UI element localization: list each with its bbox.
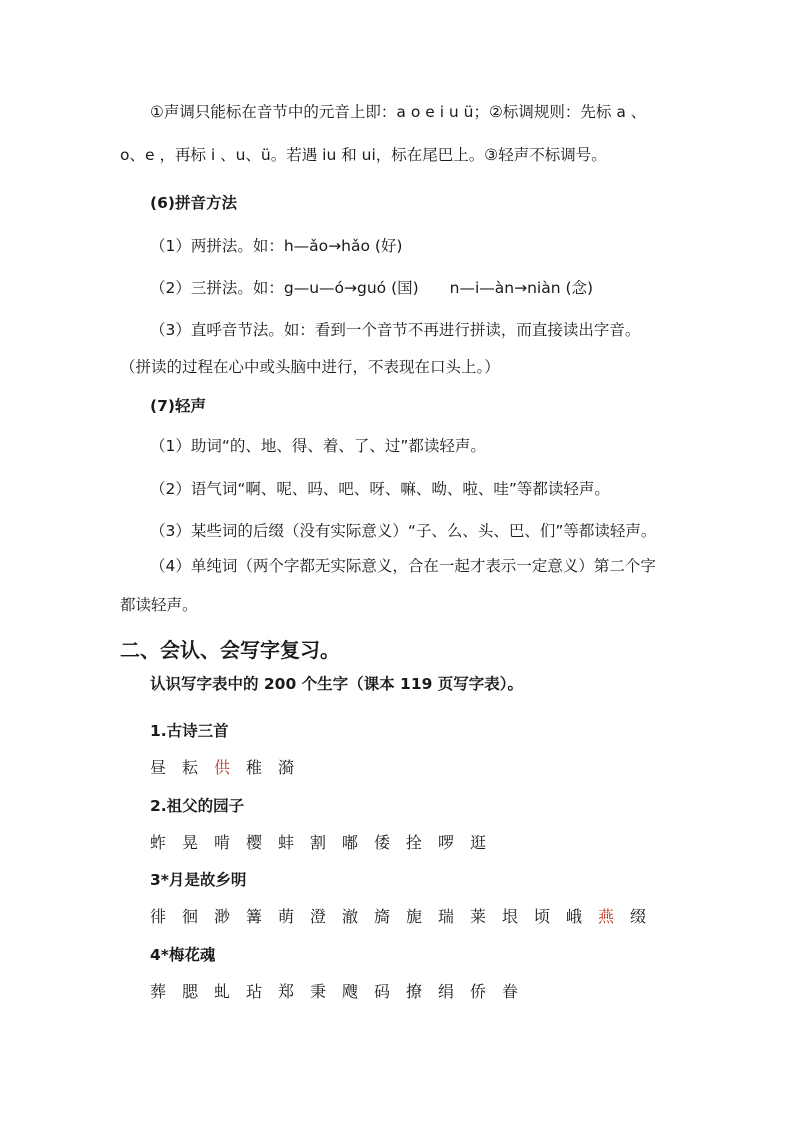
char-item: 啃 bbox=[214, 833, 231, 852]
char-item: 撩 bbox=[406, 982, 423, 1001]
char-item: 眷 bbox=[502, 982, 519, 1001]
char-item: 渺 bbox=[214, 907, 231, 926]
char-item: 玷 bbox=[246, 982, 263, 1001]
char-item: 漪 bbox=[278, 758, 295, 777]
section-heading-pinyin-method: (6)拼音方法 bbox=[150, 194, 237, 212]
item-two-part: （1）两拼法。如：h—ǎo→hǎo (好) bbox=[150, 237, 403, 255]
item-modal: （2）语气词“啊、呢、吗、吧、呀、嘛、呦、啦、哇”等都读轻声。 bbox=[150, 480, 610, 498]
char-item: 逛 bbox=[470, 833, 487, 852]
char-item: 峨 bbox=[566, 907, 583, 926]
char-item: 顷 bbox=[534, 907, 551, 926]
item-direct: （3）直呼音节法。如：看到一个音节不再进行拼读，而直接读出字音。 bbox=[150, 321, 641, 339]
char-item: 嘟 bbox=[342, 833, 359, 852]
item-three-part: （2）三拼法。如：g—u—ó→guó (国) n—i—àn→niàn (念) bbox=[150, 279, 594, 297]
char-item: 蚱 bbox=[150, 833, 167, 852]
lesson-title-1: 1.古诗三首 bbox=[150, 722, 229, 740]
char-item: 拴 bbox=[406, 833, 423, 852]
char-item: 徊 bbox=[182, 907, 199, 926]
char-list-2 bbox=[150, 832, 502, 854]
lesson-title-2: 2.祖父的园子 bbox=[150, 797, 245, 815]
char-item: 倭 bbox=[374, 833, 391, 852]
char-item: 侨 bbox=[470, 982, 487, 1001]
char-item: 割 bbox=[310, 833, 327, 852]
item-simple-word: （4）单纯词（两个字都无实际意义，合在一起才表示一定意义）第二个字 bbox=[150, 557, 656, 575]
char-item: 昼 bbox=[150, 758, 167, 777]
char-item: 啰 bbox=[438, 833, 455, 852]
char-item: 澈 bbox=[342, 907, 359, 926]
char-item: 樱 bbox=[246, 833, 263, 852]
char-item: 燕 bbox=[598, 907, 615, 926]
char-item: 葬 bbox=[150, 982, 167, 1001]
char-item: 垠 bbox=[502, 907, 519, 926]
char-item: 虬 bbox=[214, 982, 231, 1001]
item-particle: （1）助词“的、地、得、着、了、过”都读轻声。 bbox=[150, 437, 486, 455]
page-heading: 二、会认、会写字复习。 bbox=[120, 638, 340, 662]
char-item: 瑞 bbox=[438, 907, 455, 926]
char-item: 莱 bbox=[470, 907, 487, 926]
char-list-4 bbox=[150, 981, 534, 1003]
char-item: 绢 bbox=[438, 982, 455, 1001]
char-item: 耘 bbox=[182, 758, 199, 777]
para-tone-rule-cont: o、e ，再标 i 、u、ü。若遇 iu 和 ui，标在尾巴上。③轻声不标调号。 bbox=[120, 146, 607, 164]
char-item: 秉 bbox=[310, 982, 327, 1001]
item-suffix: （3）某些词的后缀（没有实际意义）“子、么、头、巴、们”等都读轻声。 bbox=[150, 522, 657, 540]
char-item: 旖 bbox=[374, 907, 391, 926]
char-item: 萌 bbox=[278, 907, 295, 926]
lesson-title-4: 4*梅花魂 bbox=[150, 946, 216, 964]
char-item: 篝 bbox=[246, 907, 263, 926]
char-list-3 bbox=[150, 906, 662, 928]
lesson-title-3: 3*月是故乡明 bbox=[150, 871, 247, 889]
char-item: 腮 bbox=[182, 982, 199, 1001]
char-list-1 bbox=[150, 757, 310, 779]
para-tone-rule: ①声调只能标在音节中的元音上即：a o e i u ü；②标调规则：先标 a 、 bbox=[150, 103, 647, 121]
char-item: 供 bbox=[214, 758, 231, 777]
char-item: 飕 bbox=[342, 982, 359, 1001]
char-item: 旎 bbox=[406, 907, 423, 926]
item-simple-word-cont: 都读轻声。 bbox=[120, 596, 198, 614]
char-item: 晃 bbox=[182, 833, 199, 852]
char-item: 澄 bbox=[310, 907, 327, 926]
char-item: 蚌 bbox=[278, 833, 295, 852]
intro-text: 认识写字表中的 200 个生字（课本 119 页写字表）。 bbox=[150, 675, 524, 693]
char-item: 稚 bbox=[246, 758, 263, 777]
char-item: 郑 bbox=[278, 982, 295, 1001]
section-heading-neutral-tone: (7)轻声 bbox=[150, 397, 206, 415]
char-item: 缀 bbox=[630, 907, 647, 926]
char-item: 徘 bbox=[150, 907, 167, 926]
item-direct-note: （拼读的过程在心中或头脑中进行，不表现在口头上。） bbox=[120, 358, 500, 376]
char-item: 码 bbox=[374, 982, 391, 1001]
